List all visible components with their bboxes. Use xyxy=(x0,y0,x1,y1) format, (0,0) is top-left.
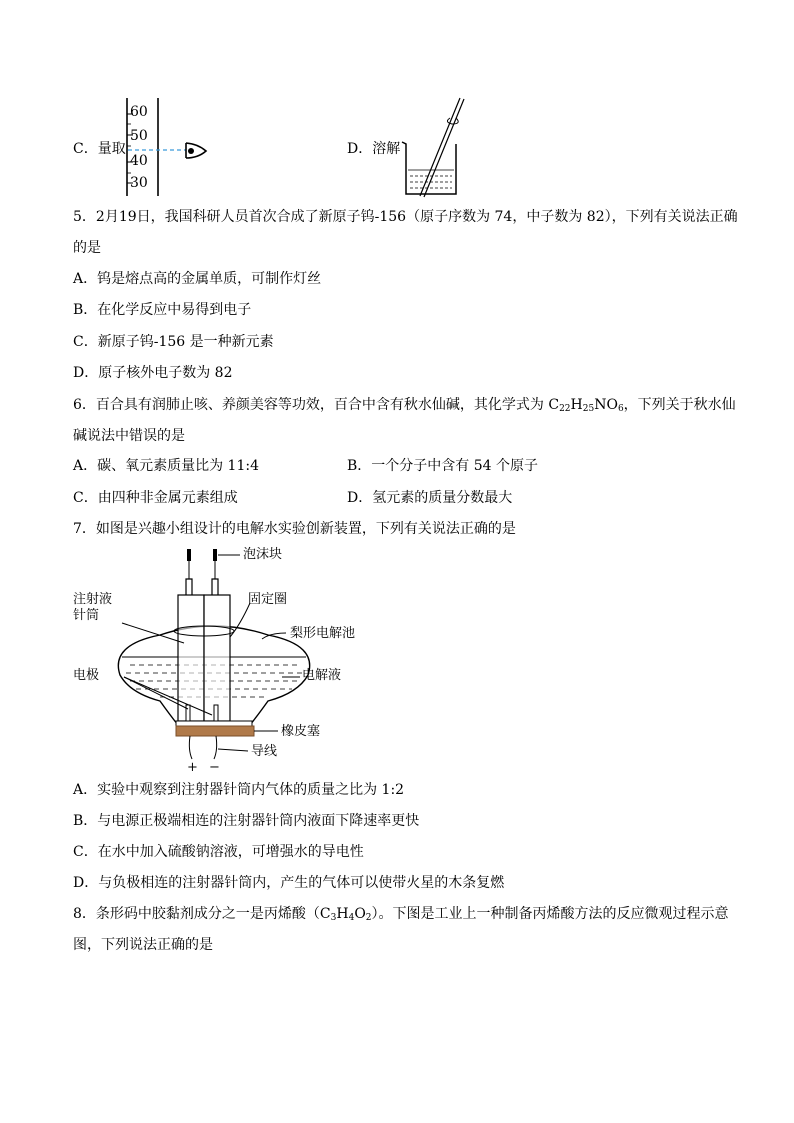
beaker-dissolving-figure xyxy=(398,96,468,198)
q5-option-a: A．钨是熔点高的金属单质，可制作灯丝 xyxy=(73,271,322,287)
label-plus: + xyxy=(187,760,198,775)
label-fixed-ring: 固定圈 xyxy=(248,592,288,607)
q8-stem-line2: 图，下列说法正确的是 xyxy=(73,937,213,953)
q6-c-subscript: 22 xyxy=(559,404,571,414)
q6-o-subscript: 6 xyxy=(617,404,624,414)
q7-option-a: A．实验中观察到注射器针筒内气体的质量之比为 1:2 xyxy=(73,782,405,798)
q6-option-d: D．氢元素的质量分数最大 xyxy=(347,490,513,506)
q4-option-c-label: C．量取 xyxy=(73,141,126,157)
q6-option-a: A．碳、氧元素质量比为 11:4 xyxy=(73,458,259,474)
label-electrode: 电极 xyxy=(73,668,100,683)
q8-o-subscript: 2 xyxy=(365,913,372,923)
cylinder-tick-50: 50 xyxy=(130,128,148,144)
cylinder-tick-40: 40 xyxy=(130,153,148,169)
cylinder-tick-60: 60 xyxy=(130,104,148,120)
q8-h-symbol: H xyxy=(336,906,349,922)
q8-o-symbol: O xyxy=(354,906,366,922)
q6-h-symbol: H xyxy=(570,397,583,413)
eye-icon xyxy=(186,143,206,158)
label-minus: − xyxy=(209,760,220,775)
label-foam: 泡沫块 xyxy=(243,547,283,562)
label-syringe-line2: 针筒 xyxy=(73,608,100,623)
q8-stem-pre: 8．条形码中胶黏剂成分之一是丙烯酸（C xyxy=(73,906,331,922)
q6-stem-post: ，下列关于秋水仙 xyxy=(623,397,736,413)
q6-stem-line1 xyxy=(73,395,736,419)
label-electrolyte: 电解液 xyxy=(302,668,342,683)
q5-stem-line1: 5．2月19日，我国科研人员首次合成了新原子钨-156（原子序数为 74，中子数为 82），下列有关说法正确 xyxy=(73,209,738,225)
q4-option-d-label: D．溶解 xyxy=(347,141,401,157)
q6-stem-pre: 6．百合具有润肺止咳、养颜美容等功效，百合中含有秋水仙碱，其化学式为 C xyxy=(73,397,560,413)
cylinder-tick-30: 30 xyxy=(130,175,148,191)
q6-h-subscript: 25 xyxy=(582,404,595,414)
q6-stem-line2: 碱说法中错误的是 xyxy=(73,428,185,444)
q8-stem-post: ）。下图是工业上一种制备丙烯酸方法的反应微观过程示意 xyxy=(371,906,729,922)
label-wire: 导线 xyxy=(251,744,278,759)
q5-option-c: C．新原子钨-156 是一种新元素 xyxy=(73,334,274,350)
label-pear-cell: 梨形电解池 xyxy=(290,626,356,641)
q7-option-b: B．与电源正极端相连的注射器针筒内液面下降速率更快 xyxy=(73,813,420,829)
q5-option-d: D．原子核外电子数为 82 xyxy=(73,365,233,381)
q7-option-c: C．在水中加入硫酸钠溶液，可增强水的导电性 xyxy=(73,844,364,860)
q8-h-subscript: 4 xyxy=(348,913,355,923)
q6-option-c: C．由四种非金属元素组成 xyxy=(73,490,238,506)
label-rubber-stopper: 橡皮塞 xyxy=(281,724,321,739)
q6-no-symbol: NO xyxy=(594,397,618,413)
q5-stem-line2: 的是 xyxy=(73,240,101,256)
q7-stem: 7．如图是兴趣小组设计的电解水实验创新装置，下列有关说法正确的是 xyxy=(73,521,516,537)
electrolysis-apparatus-figure xyxy=(100,545,360,775)
q7-option-d: D．与负极相连的注射器针筒内，产生的气体可以使带火星的木条复燃 xyxy=(73,875,505,891)
q8-c-subscript: 3 xyxy=(330,913,337,923)
q5-option-b: B．在化学反应中易得到电子 xyxy=(73,302,252,318)
q6-option-b: B．一个分子中含有 54 个原子 xyxy=(347,458,539,474)
q8-stem-line1 xyxy=(73,904,729,928)
label-syringe-line1: 注射液 xyxy=(73,592,113,607)
